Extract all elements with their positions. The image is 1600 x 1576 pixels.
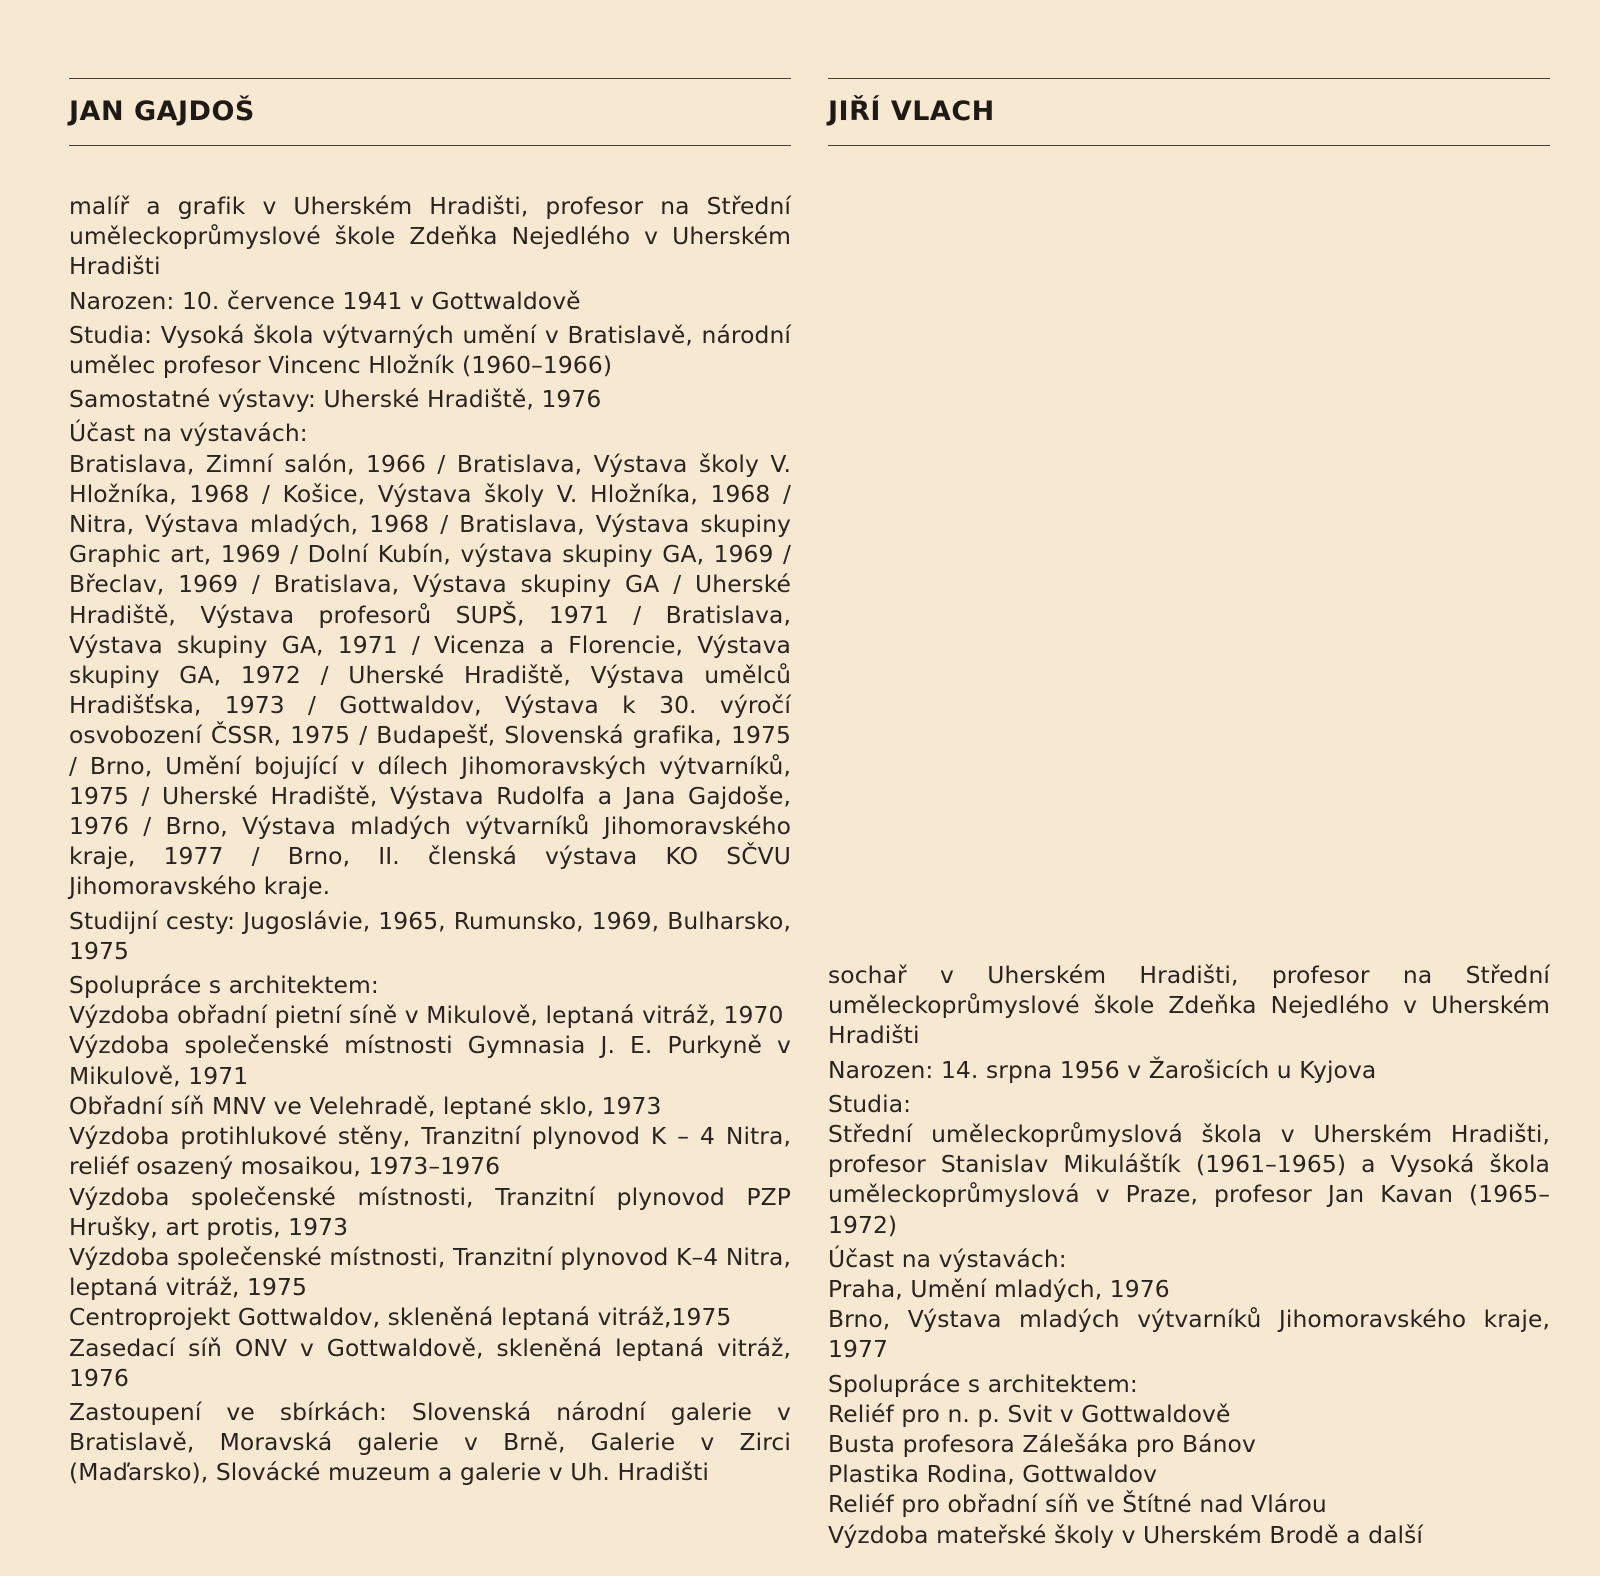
artist-biography	[828, 960, 1550, 1554]
profession: sochař v Uherském Hradišti, profesor na Střední uměleckoprůmyslové škole Zdeňka Nejedlého v Uherském Hradišti	[828, 961, 1550, 1050]
exhibition-item: Praha, Umění mladých, 1976	[828, 1275, 1170, 1304]
birth-info: Narozen: 14. srpna 1956 v Žarošicích u Kyjova	[828, 1055, 1377, 1084]
architect-item: Výzdoba společenské místnosti, Tranzitní plynovod K–4 Nitra, leptaná vitráž, 1975	[69, 1242, 791, 1302]
architect-item: Obřadní síň MNV ve Velehradě, leptané sklo, 1973	[69, 1091, 662, 1120]
architect-title: Spolupráce s architektem:	[828, 1369, 1138, 1398]
architect-item: Výzdoba obřadní pietní síně v Mikulově, leptaná vitráž, 1970	[69, 1001, 784, 1030]
architect-item: Výzdoba protihlukové stěny, Tranzitní plynovod K – 4 Nitra, reliéf osazený mosaikou, 1973–1976	[69, 1122, 791, 1181]
study-trips: Studijní cesty: Jugoslávie, 1965, Rumunsko, 1969, Bulharsko, 1975	[69, 906, 791, 965]
architect-item: Výzdoba mateřské školy v Uherském Brodě a další	[828, 1520, 1423, 1549]
studies-title: Studia:	[828, 1089, 912, 1118]
architect-section	[828, 1369, 1550, 1550]
architect-item: Reliéf pro obřadní síň ve Štítné nad Vlárou	[828, 1490, 1327, 1519]
exhibition-item: Brno, Výstava mladých výtvarníků Jihomoravského kraje, 1977	[828, 1305, 1550, 1364]
architect-item: Plastika Rodina, Gottwaldov	[828, 1460, 1158, 1489]
exhibitions-title: Účast na výstavách:	[69, 419, 308, 448]
architect-section	[69, 970, 791, 1393]
architect-item: Reliéf pro n. p. Svit v Gottwaldově	[828, 1399, 1231, 1428]
studies: Střední uměleckoprůmyslová škola v Uherském Hradišti, profesor Stanislav Mikuláštík (1961–1965) a Vysoká škola uměleckoprůmyslová v Praze, profesor Jan Kavan (1965–1972)	[828, 1120, 1550, 1239]
architect-title: Spolupráce s architektem:	[69, 971, 379, 1000]
studies: Studia: Vysoká škola výtvarných umění v Bratislavě, národní umělec profesor Vincenc Hložník (1960–1966)	[69, 320, 791, 380]
architect-item: Výzdoba společenské místnosti Gymnasia J. E. Purkyně v Mikulově, 1971	[69, 1031, 791, 1090]
architect-item: Výzdoba společenské místnosti, Tranzitní plynovod PZP Hrušky, art protis, 1973	[69, 1182, 791, 1241]
artist-biography	[69, 191, 791, 1492]
collections: Zastoupení ve sbírkách: Slovenská národní galerie v Bratislavě, Moravská galerie v Brně, Galerie v Zirci (Maďarsko), Slovácké muzeum a galerie v Uh. Hradišti	[69, 1397, 791, 1487]
bottom-rule	[828, 145, 1550, 146]
left-column	[69, 0, 791, 1576]
exhibitions-list: Bratislava, Zimní salón, 1966 / Bratislava, Výstava školy V. Hložníka, 1968 / Košice, Výstava školy V. Hložníka, 1968 / Nitra, Výstava mladých, 1968 / Bratislava, Výstava skupiny Graphic art, 1969 / Dolní Kubín, výstava skupiny GA, 1969 / Břeclav, 1969 / Bratislava, Výstava skupiny GA / Uherské Hradiště, Výstava profesorů SUPŠ, 1971 / Bratislava, Výstava skupiny GA, 1971 / Vicenza a Florencie, Výstava skupiny GA, 1972 / Uherské Hradiště, Výstava umělců Hradišťska, 1973 / Gottwaldov, Výstava k 30. výročí osvobození ČSSR, 1975 / Budapešť, Slovenská grafika, 1975 / Brno, Umění bojující v dílech Jihomoravských výtvarníků, 1975 / Uherské Hradiště, Výstava Rudolfa a Jana Gajdoše, 1976 / Brno, Výstava mladých výtvarníků Jihomoravského kraje, 1977 / Brno, II. členská výstava KO SČVU Jihomoravského kraje.	[69, 449, 791, 901]
solo-exhibitions: Samostatné výstavy: Uherské Hradiště, 1976	[69, 385, 602, 414]
exhibitions-section	[828, 1244, 1550, 1365]
studies-section	[828, 1089, 1550, 1240]
birth-info: Narozen: 10. července 1941 v Gottwaldově	[69, 286, 581, 315]
artist-name: JIŘÍ VLACH	[828, 96, 995, 127]
top-rule	[828, 78, 1550, 79]
top-rule	[69, 78, 791, 79]
architect-item: Busta profesora Zálešáka pro Bánov	[828, 1430, 1256, 1459]
bottom-rule	[69, 145, 791, 146]
exhibitions-title: Účast na výstavách:	[828, 1244, 1067, 1273]
exhibitions-section	[69, 418, 791, 901]
artist-name: JAN GAJDOŠ	[69, 96, 255, 127]
architect-item: Centroprojekt Gottwaldov, skleněná leptaná vitráž,1975	[69, 1303, 732, 1332]
right-column	[828, 0, 1550, 1576]
architect-item: Zasedací síň ONV v Gottwaldově, skleněná leptaná vitráž, 1976	[69, 1333, 791, 1392]
profession: malíř a grafik v Uherském Hradišti, profesor na Střední uměleckoprůmyslové škole Zdeňka Nejedlého v Uherském Hradišti	[69, 192, 791, 281]
